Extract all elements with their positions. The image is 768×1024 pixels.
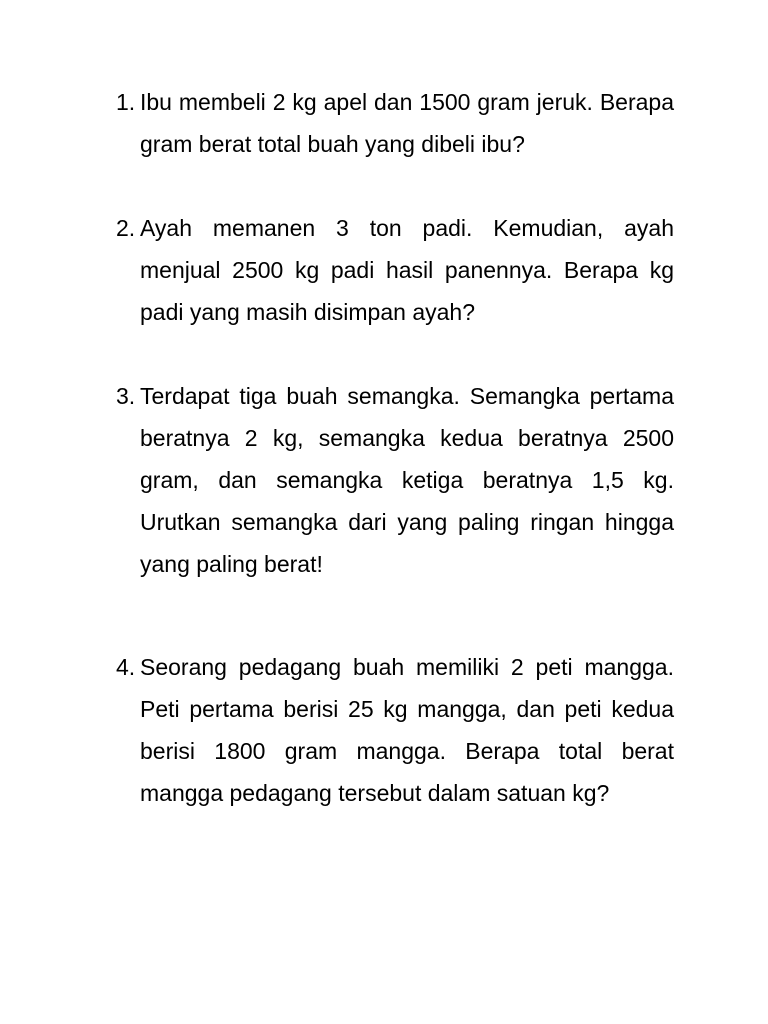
question-text: Terdapat tiga buah semangka. Semangka pertama beratnya 2 kg, semangka kedua beratnya 2500 gram, dan semangka ketiga beratnya 1,5 kg. Urutkan semangka dari yang paling ringan hingga yang paling berat! bbox=[140, 383, 674, 577]
question-item bbox=[116, 81, 674, 165]
question-item bbox=[116, 375, 674, 585]
question-text: Ibu membeli 2 kg apel dan 1500 gram jeruk. Berapa gram berat total buah yang dibeli ibu? bbox=[140, 89, 674, 157]
question-number: 3. bbox=[116, 383, 136, 409]
question-text: Seorang pedagang buah memiliki 2 peti mangga. Peti pertama berisi 25 kg mangga, dan peti kedua berisi 1800 gram mangga. Berapa total berat mangga pedagang tersebut dalam satuan kg? bbox=[140, 654, 674, 806]
question-item bbox=[116, 207, 674, 333]
question-number: 4. bbox=[116, 654, 136, 680]
question-item bbox=[116, 646, 674, 814]
question-number: 2. bbox=[116, 215, 136, 241]
question-number: 1. bbox=[116, 89, 136, 115]
question-text: Ayah memanen 3 ton padi. Kemudian, ayah menjual 2500 kg padi hasil panennya. Berapa kg padi yang masih disimpan ayah? bbox=[140, 215, 674, 325]
